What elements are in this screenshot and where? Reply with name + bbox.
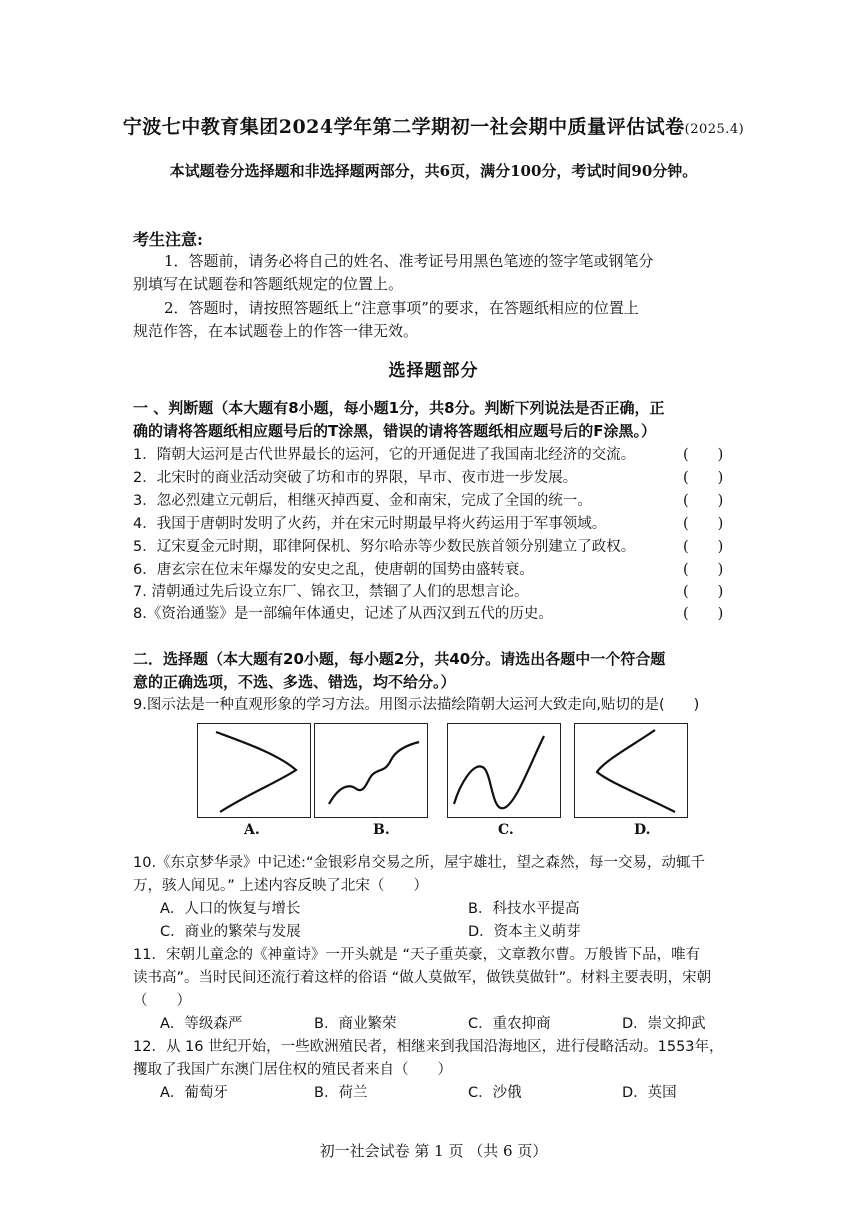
tf-item-4: 4．我国于唐朝时发明了火药，并在宋元时期最早将火药运用于军事领域。 xyxy=(133,516,607,532)
exam-title-text: 宁波七中教育集团2024学年第二学期初一社会期中质量评估试卷 xyxy=(122,116,685,138)
notice-line-2: 别填写在试题卷和答题纸规定的位置上。 xyxy=(133,275,404,293)
notice-line-1: 1．答题前，请务必将自己的姓名、准考证号用黑色笔迹的签字笔或钢笔分 xyxy=(164,252,654,270)
section-title: 选择题部分 xyxy=(388,361,479,381)
tf-item-3: 3．忽必烈建立元朝后，相继灭掉西夏、金和南宋，完成了全国的统一。 xyxy=(133,493,592,509)
tf-answer-3: ( ) xyxy=(683,493,724,509)
tf-answer-7: ( ) xyxy=(683,584,724,600)
part2-heading-line-2: 意的正确选项，不选、多选、错选，均不给分。） xyxy=(133,673,456,691)
q12-option-b: B．荷兰 xyxy=(314,1085,368,1101)
q9-figure-b xyxy=(314,723,428,818)
page-footer: 初一社会试卷 第 1 页 （共 6 页） xyxy=(319,1142,548,1160)
q12-line-2: 攫取了我国广东澳门居住权的殖民者来自（ ） xyxy=(133,1062,452,1078)
part1-heading-line-1: 一 、判断题（本大题有8小题，每小题1分，共8分。判断下列说法是否正确，正 xyxy=(133,399,665,417)
q10-option-c: C．商业的繁荣与发展 xyxy=(160,924,301,940)
q12-line-1: 12．从 16 世纪开始，一些欧洲殖民者，相继来到我国沿海地区，进行侵略活动。1553年， xyxy=(133,1039,724,1055)
tf-answer-5: ( ) xyxy=(683,539,724,555)
tf-answer-1: ( ) xyxy=(683,447,724,463)
tf-answer-2: ( ) xyxy=(683,470,724,486)
part2-heading-line-1: 二．选择题（本大题有20小题，每小题2分，共40分。请选出各题中一个符合题 xyxy=(133,650,666,668)
q12-option-d: D．英国 xyxy=(622,1085,677,1101)
q11-option-c: C．重农抑商 xyxy=(468,1016,551,1032)
q9-figure-c xyxy=(447,723,561,818)
exam-date: (2025.4) xyxy=(684,122,745,137)
tf-item-2: 2．北宋时的商业活动突破了坊和市的界限，早市、夜市进一步发展。 xyxy=(133,470,578,486)
notice-line-4: 规范作答，在本试题卷上的作答一律无效。 xyxy=(133,322,419,340)
q9-curve-c xyxy=(448,724,560,817)
tf-item-8: 8.《资治通鉴》是一部编年体通史，记述了从西汉到五代的历史。 xyxy=(133,606,553,622)
q10-line-2: 万，骇人闻见。” 上述内容反映了北宋（ ） xyxy=(133,878,428,894)
q9-label-c: C. xyxy=(498,822,514,838)
q11-option-b: B．商业繁荣 xyxy=(314,1016,397,1032)
q9-label-d: D. xyxy=(634,822,651,838)
tf-item-7: 7. 清朝通过先后设立东厂、锦衣卫，禁锢了人们的思想言论。 xyxy=(133,584,529,600)
tf-item-5: 5．辽宋夏金元时期，耶律阿保机、努尔哈赤等少数民族首领分别建立了政权。 xyxy=(133,539,636,555)
q9-label-b: B. xyxy=(373,822,390,838)
q9-curve-d xyxy=(575,724,687,817)
exam-title xyxy=(0,112,867,139)
exam-subtitle: 本试题卷分选择题和非选择题两部分，共6页，满分100分，考试时间90分钟。 xyxy=(169,162,698,180)
q12-option-a: A．葡萄牙 xyxy=(160,1085,228,1101)
q11-line-3: （ ） xyxy=(133,993,191,1009)
q10-option-d: D．资本主义萌芽 xyxy=(468,924,581,940)
q10-line-1: 10.《东京梦华录》中记述:“金银彩帛交易之所，屋宇雄壮，望之森然，每一交易，动辄千 xyxy=(133,855,705,871)
tf-answer-8: ( ) xyxy=(683,606,724,622)
q11-option-d: D．崇文抑武 xyxy=(622,1016,706,1032)
q9-figure-a xyxy=(197,723,311,818)
tf-answer-4: ( ) xyxy=(683,516,724,532)
q11-line-2: 读书高”。当时民间还流行着这样的俗语 “做人莫做军，做铁莫做针”。材料主要表明，宋朝 xyxy=(133,970,712,986)
q11-line-1: 11．宋朝儿童念的《神童诗》一开头就是 “天子重英豪，文章教尔曹。万般皆下品，唯有 xyxy=(133,947,701,963)
q9-curve-a xyxy=(198,724,310,817)
tf-item-6: 6．唐玄宗在位末年爆发的安史之乱，使唐朝的国势由盛转衰。 xyxy=(133,562,534,578)
q9-text: 9.图示法是一种直观形象的学习方法。用图示法描绘隋朝大运河大致走向,贴切的是( ) xyxy=(133,697,700,713)
q9-curve-b xyxy=(315,724,427,817)
tf-item-1: 1．隋朝大运河是古代世界最长的运河，它的开通促进了我国南北经济的交流。 xyxy=(133,447,636,463)
notice-heading: 考生注意: xyxy=(133,230,203,249)
q9-label-a: A. xyxy=(244,822,260,838)
notice-line-3: 2．答题时，请按照答题纸上“注意事项”的要求，在答题纸相应的位置上 xyxy=(164,299,639,317)
q11-option-a: A．等级森严 xyxy=(160,1016,243,1032)
tf-answer-6: ( ) xyxy=(683,562,724,578)
q12-option-c: C．沙俄 xyxy=(468,1085,522,1101)
q9-figure-d xyxy=(574,723,688,818)
part1-heading-line-2: 确的请将答题纸相应题号后的T涂黑，错误的请将答题纸相应题号后的F涂黑。） xyxy=(133,422,656,440)
q10-option-a: A．人口的恢复与增长 xyxy=(160,901,301,917)
q10-option-b: B．科技水平提高 xyxy=(468,901,580,917)
